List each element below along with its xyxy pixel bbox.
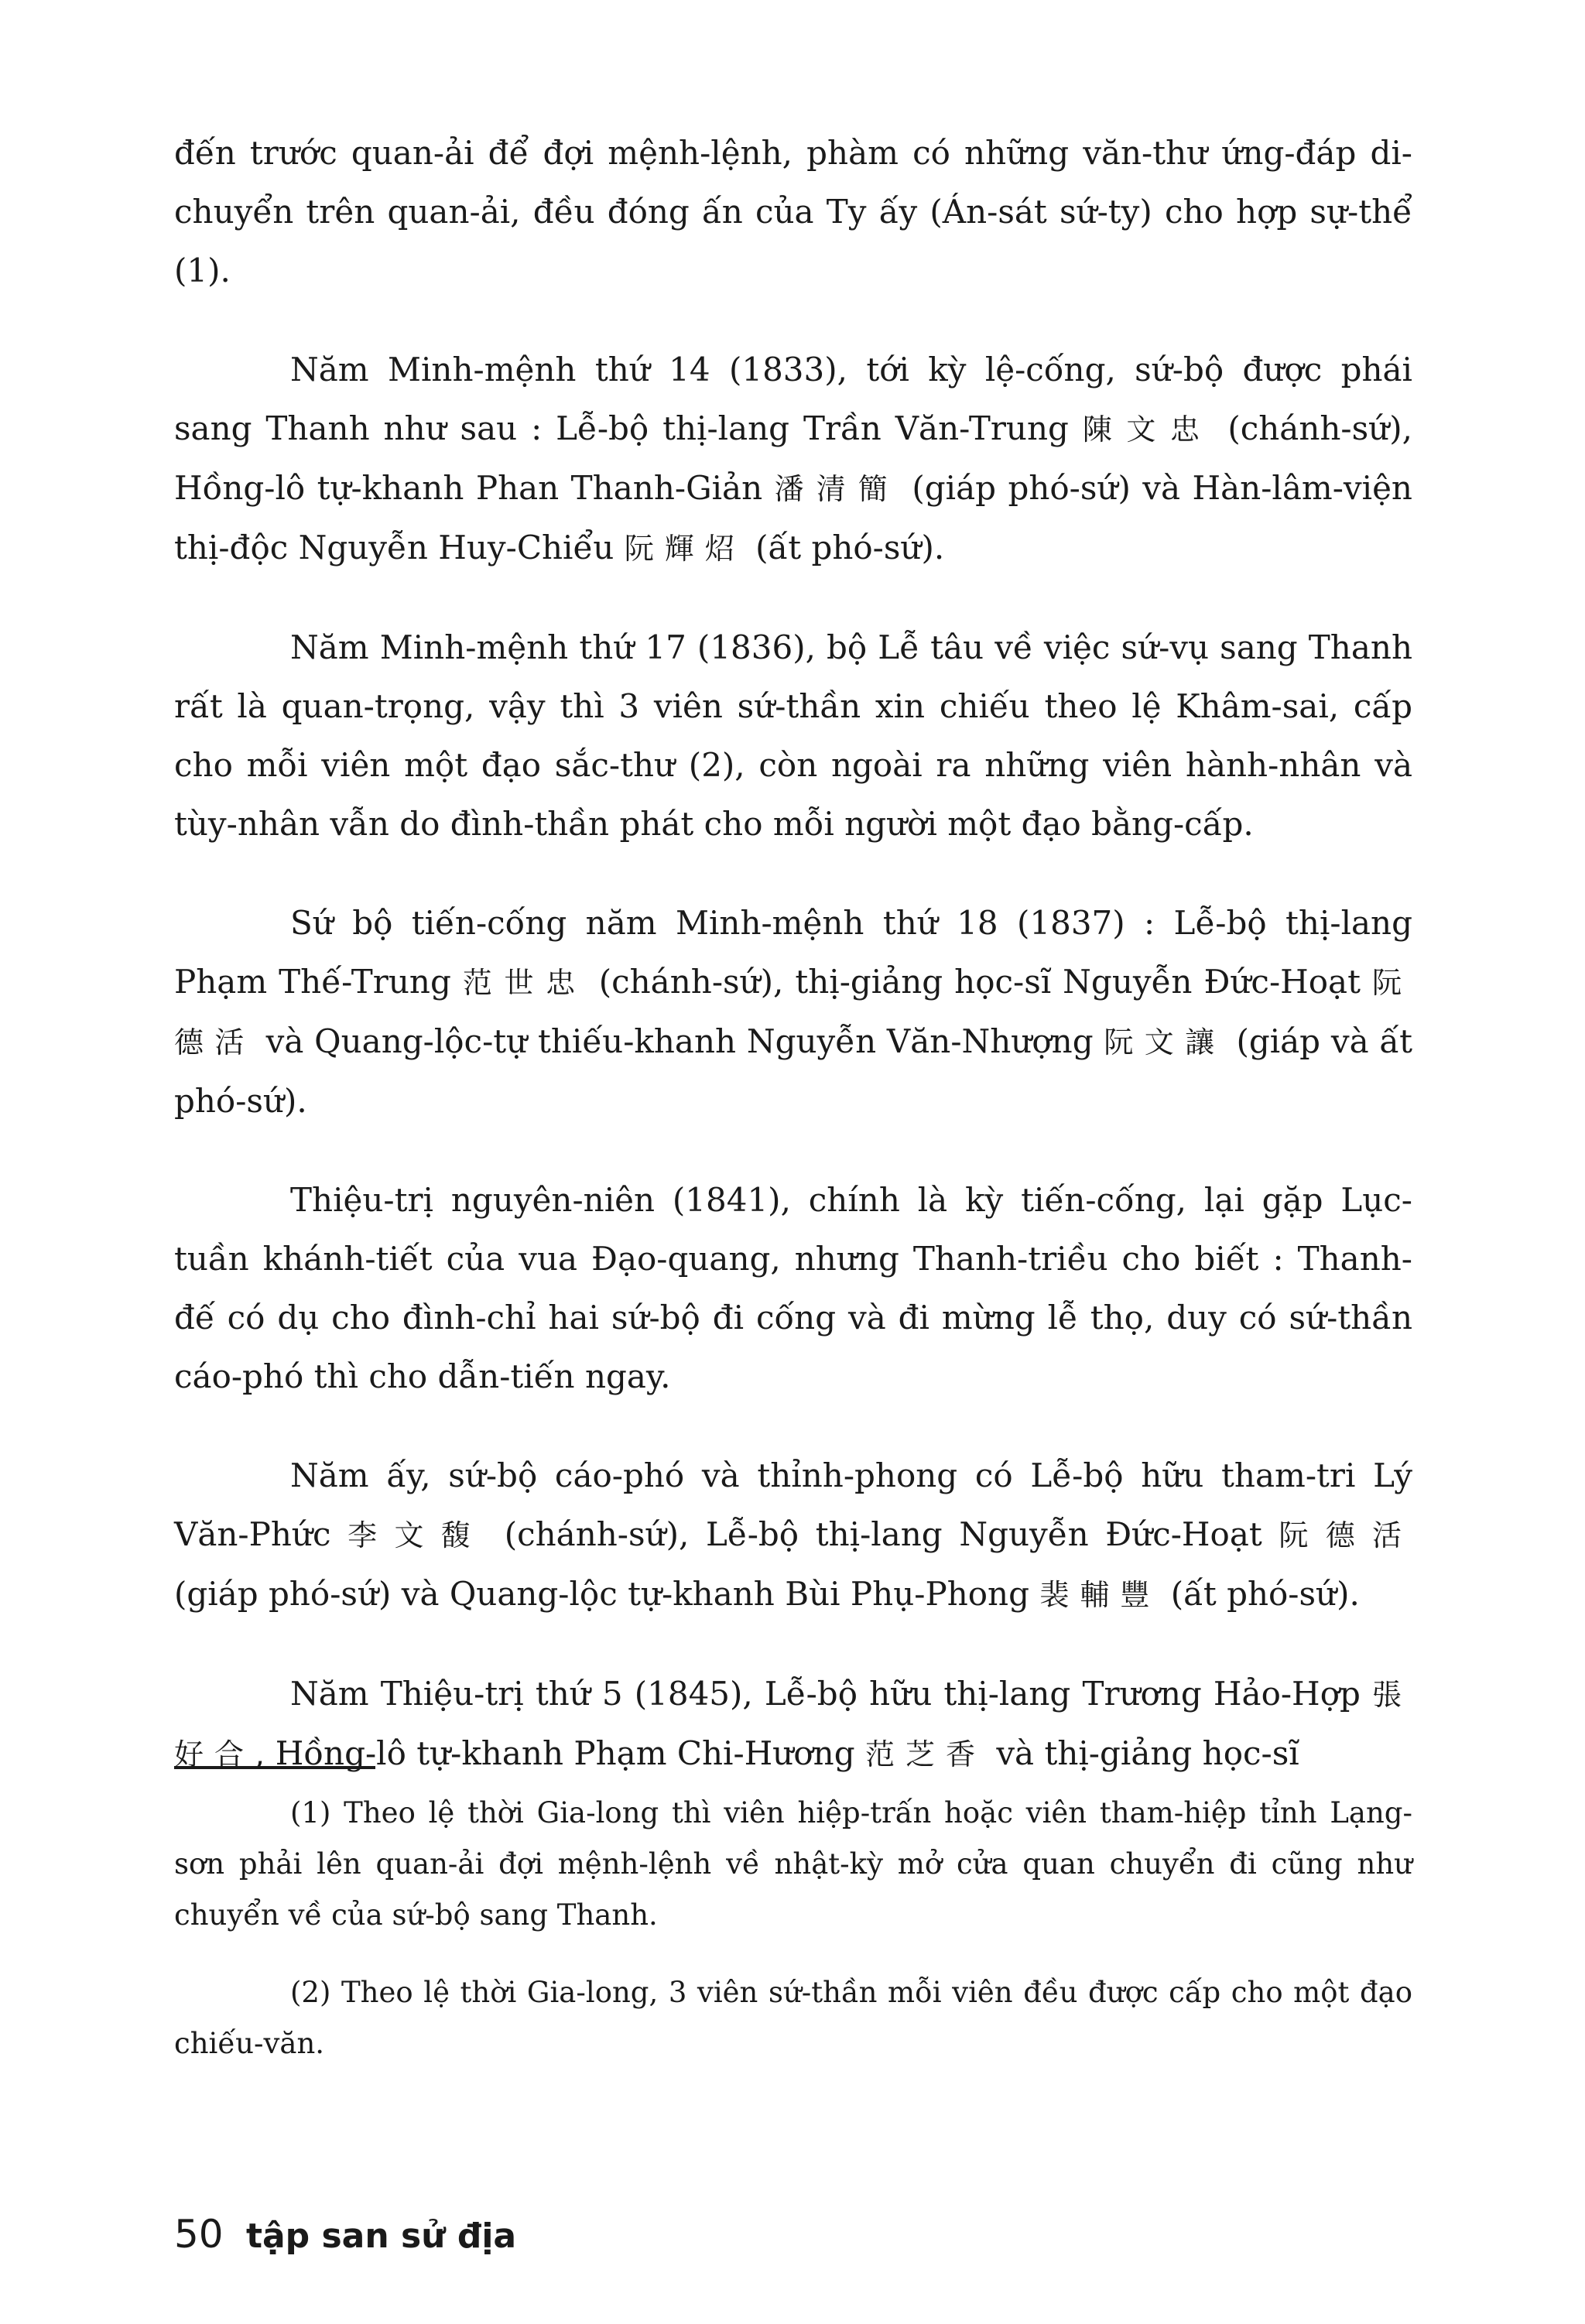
paragraph-4 — [174, 894, 1412, 1131]
paragraph-4-text-d: (giáp và ất phó-sứ). — [174, 1022, 1412, 1120]
han-name-pham-the-trung: 范世忠 — [462, 966, 587, 1000]
paragraph-1: đến trước quan-ải để đợi mệnh-lệnh, phàm có những văn-thư ứng-đáp di-chuyển trên quan-ải, đều đóng ấn của Ty ấy (Án-sát sứ-ty) cho hợp sự-thể (1). — [174, 134, 1412, 289]
page-footer — [174, 2212, 638, 2266]
footnotes — [174, 1788, 1412, 2096]
paragraph-4-text-c: và Quang-lộc-tự thiếu-khanh Nguyễn Văn-Nhượng — [265, 1022, 1094, 1060]
footnote-2: (2) Theo lệ thời Gia-long, 3 viên sứ-thần mỗi viên đều được cấp cho một đạo chiếu-văn. — [174, 1976, 1412, 2060]
han-name-phan-thanh-gian: 潘清簡 — [774, 472, 900, 506]
paragraph-5: Thiệu-trị nguyên-niên (1841), chính là kỳ tiến-cống, lại gặp Lục-tuần khánh-tiết của vua Đạo-quang, nhưng Thanh-triều cho biết : Thanh-đế có dụ cho đình-chỉ hai sứ-bộ đi cống và đi mừng lễ thọ, duy có sứ-thần cáo-phó thì cho dẫn-tiến ngay. — [174, 1181, 1412, 1395]
footnote-divider — [174, 1766, 375, 1769]
paragraph-6-text-d: (ất phó-sứ). — [1170, 1575, 1360, 1613]
paragraph-6-text-b: (chánh-sứ), Lễ-bộ thị-lang Nguyễn Đức-Hoạt — [504, 1515, 1262, 1553]
paragraph-6-text-c: (giáp phó-sứ) và Quang-lộc tự-khanh Bùi Phụ-Phong — [174, 1575, 1029, 1613]
paragraph-7-text-b: , Hồng-lô tự-khanh Phạm Chi-Hương — [255, 1734, 855, 1772]
paragraph-2 — [174, 341, 1412, 578]
han-name-truong-hao-hop: 張好合 — [174, 1678, 1412, 1771]
page-number: 50 — [174, 2212, 224, 2257]
han-name-ly-van-phuc: 李文馥 — [347, 1518, 488, 1552]
paragraph-4-text-a: Sứ bộ tiến-cống năm Minh-mệnh thứ 18 (1837) : Lễ-bộ thị-lang Phạm Thế-Trung — [174, 904, 1412, 1001]
paragraph-7-text-a: Năm Thiệu-trị thứ 5 (1845), Lễ-bộ hữu thị-lang Trương Hảo-Hợp — [290, 1675, 1361, 1713]
paragraph-2-text-c: (giáp phó-sứ) và Hàn-lâm-viện thị-độc Nguyễn Huy-Chiểu — [174, 469, 1412, 566]
han-name-tran-van-trung: 陳文忠 — [1082, 412, 1214, 447]
han-name-nguyen-huy-chieu: 阮輝炤 — [624, 532, 745, 566]
main-text — [174, 124, 1412, 1824]
publication-title: tập san sử địa — [245, 2216, 517, 2256]
paragraph-3: Năm Minh-mệnh thứ 17 (1836), bộ Lễ tâu về việc sứ-vụ sang Thanh rất là quan-trọng, vậy thì 3 viên sứ-thần xin chiếu theo lệ Khâm-sai, cấp cho mỗi viên một đạo sắc-thư (2), còn ngoài ra những viên hành-nhân và tùy-nhân vẫn do đình-thần phát cho mỗi người một đạo bằng-cấp. — [174, 628, 1412, 843]
han-name-nguyen-van-nhuong: 阮文讓 — [1104, 1025, 1226, 1059]
han-name-bui-phu-phong: 裴輔豐 — [1039, 1578, 1161, 1612]
paragraph-2-text-d: (ất phó-sứ). — [755, 529, 945, 566]
footnote-1: (1) Theo lệ thời Gia-long thì viên hiệp-trấn hoặc viên tham-hiệp tỉnh Lạng-sơn phải lên quan-ải đợi mệnh-lệnh về nhật-kỳ mở cửa quan chuyển đi cũng như chuyển về của sứ-bộ sang Thanh. — [174, 1796, 1412, 1932]
paragraph-2-text-a: Năm Minh-mệnh thứ 14 (1833), tới kỳ lệ-cống, sứ-bộ được phái sang Thanh như sau : Lễ-bộ thị-lang Trần Văn-Trung — [174, 351, 1412, 447]
paragraph-2-text-b: (chánh-sứ), Hồng-lô tự-khanh Phan Thanh-Giản — [174, 409, 1412, 507]
paragraph-6-text-a: Năm ấy, sứ-bộ cáo-phó và thỉnh-phong có Lễ-bộ hữu tham-tri Lý Văn-Phức — [174, 1456, 1412, 1553]
han-name-pham-chi-huong: 范芝香 — [864, 1737, 986, 1771]
paragraph-6 — [174, 1446, 1412, 1624]
paragraph-7-text-c: và thị-giảng học-sĩ — [996, 1734, 1299, 1772]
han-name-nguyen-duc-hoat-2: 阮德活 — [1279, 1518, 1413, 1552]
paragraph-4-text-b: (chánh-sứ), thị-giảng học-sĩ Nguyễn Đức-Hoạt — [598, 963, 1361, 1001]
han-name-nguyen-duc-hoat: 阮德活 — [174, 966, 1412, 1059]
